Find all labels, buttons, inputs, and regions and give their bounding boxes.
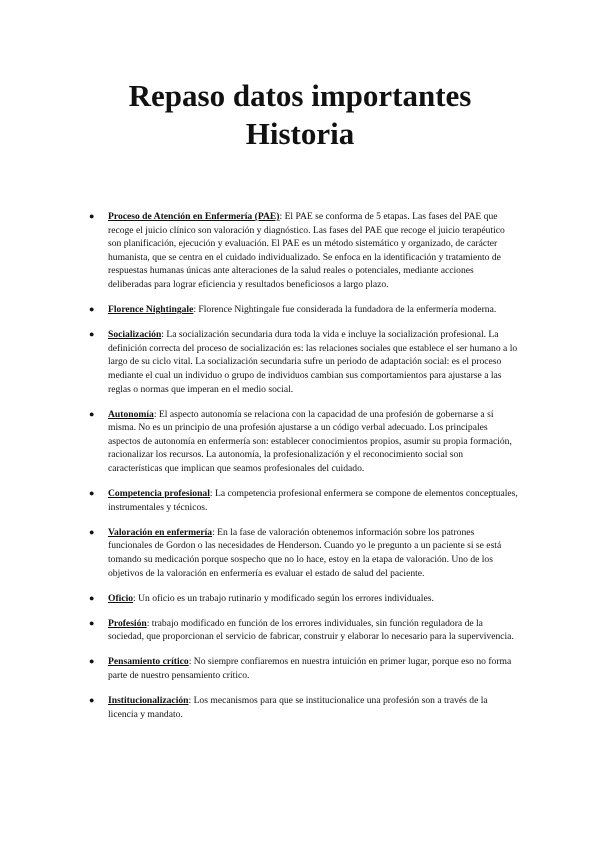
list-item — [86, 617, 518, 644]
list-item — [86, 655, 518, 682]
item-term: Valoración en enfermería — [108, 526, 213, 538]
bullet-icon: ● — [89, 656, 95, 667]
bullet-icon: ● — [89, 329, 95, 340]
list-item — [86, 526, 518, 580]
list-item — [86, 592, 518, 606]
item-text: : El PAE se conforma de 5 etapas. Las fases del PAE que recoge el juicio clínico son valoración y diagnóstico. Las fases del PAE que recoge el juicio terapéutico son planificación, ejecución y evaluación. El PAE es un método sistemático y organizado, de carácter humanista, que se centra en el cuidado individualizado. Se enfoca en la identificación y tratamiento de respuestas humanas únicas ante alteraciones de la salud reales o potenciales, mediante acciones deliberadas para lograr eficiencia y resultados beneficiosos a largo plazo. — [108, 211, 505, 290]
list-item — [86, 487, 518, 514]
bullet-icon: ● — [89, 408, 95, 419]
item-term: Profesión — [108, 617, 147, 629]
list-item — [86, 694, 518, 721]
list-item — [86, 328, 518, 396]
bullet-icon: ● — [89, 211, 95, 221]
item-term: Socialización — [108, 329, 162, 341]
item-term: Oficio — [108, 592, 134, 604]
item-term: Proceso de Atención en Enfermería (PAE) — [108, 211, 280, 222]
bullet-icon: ● — [89, 526, 95, 537]
item-term: Florence Nightingale — [108, 304, 194, 316]
item-text: : El aspecto autonomía se relaciona con la capacidad de una profesión de gobernarse a sí misma. No es un principio de una profesión ajustarse a un código verbal adecuado. Los principales aspectos de autonomía en enfermería son: establecer conocimientos propios, asumir su propia formación, racionalizar los recursos. La autonomía, la profesionalización y el reconocimiento social son características que implican que seamos profesionales del cuidado. — [108, 408, 512, 474]
item-text: : La competencia profesional enfermera se compone de elementos conceptuales, instrumentales y técnicos. — [108, 488, 518, 513]
item-text: : Un oficio es un trabajo rutinario y modificado según los errores individuales. — [133, 592, 434, 604]
item-term: Autonomía — [108, 408, 154, 420]
item-text: : Los mecanismos para que se institucionalice una profesión son a través de la licencia y mandato. — [108, 695, 488, 720]
item-term: Competencia profesional — [108, 488, 210, 500]
item-text: : trabajo modificado en función de los errores individuales, sin función reguladora de la sociedad, que proporcionan el servicio de fabricar, construir y elaborar lo necesario para la supervivencia. — [108, 617, 514, 643]
bullet-icon: ● — [89, 617, 95, 628]
item-term: Pensamiento crítico — [108, 656, 189, 668]
bullet-list — [86, 210, 518, 733]
list-item — [86, 408, 518, 476]
item-text: : Florence Nightingale fue considerada la fundadora de la enfermería moderna. — [193, 304, 497, 316]
bullet-icon: ● — [89, 695, 95, 706]
list-item — [86, 303, 518, 317]
bullet-icon: ● — [89, 592, 95, 603]
item-text: : No siempre confiaremos en nuestra intuición en primer lugar, porque eso no forma parte de nuestro pensamiento crítico. — [108, 656, 512, 682]
bullet-icon: ● — [89, 488, 95, 499]
item-term: Institucionalización — [108, 695, 189, 707]
page-title-line-2: Historia — [245, 116, 355, 151]
list-item — [86, 210, 518, 292]
page-title-line-1: Repaso datos importantes — [128, 78, 472, 113]
bullet-icon: ● — [89, 304, 95, 315]
item-text: : En la fase de valoración obtenemos información sobre los patrones funcionales de Gordon o las necesidades de Henderson. Cuando yo le pregunto a un paciente si se está tomando su medicación porque sospecho que no lo hace, estoy en la etapa de valoración. Uno de los objetivos de la valoración en enfermería es evaluar el estado de salud del paciente. — [108, 526, 502, 579]
item-text: : La socialización secundaria dura toda la vida e incluye la socialización profesional. La definición correcta del proceso de socialización es: las relaciones sociales que establece el ser humano a lo largo de su ciclo vital. La socialización secundaria sufre un periodo de adaptación social: es el proceso mediante el cual un individuo o grupo de individuos cambian sus comportamientos para ajustarse a las reglas o normas que imperan en el medio social. — [108, 329, 518, 395]
